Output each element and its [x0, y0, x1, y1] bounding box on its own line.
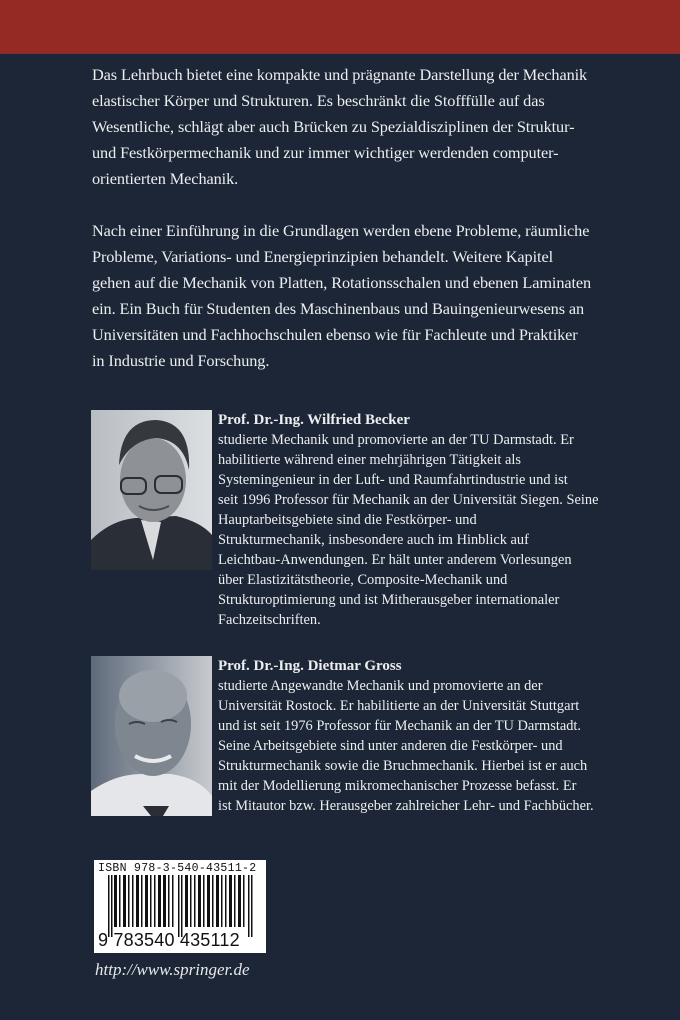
- blurb-line: gehen auf die Mechanik von Platten, Rotationsschalen und ebenen Laminaten: [92, 273, 592, 292]
- ean-digits: 9 783540 435112: [98, 930, 240, 950]
- blurb-line: in Industrie und Forschung.: [92, 351, 270, 370]
- cover-top-band: [0, 0, 680, 54]
- bio-line: Systemingenieur in der Luft- und Raumfahrtindustrie und ist: [218, 472, 568, 488]
- bio-line: Strukturmechanik, insbesondere auch im Hinblick auf: [218, 532, 529, 548]
- barcode-bars-icon: [108, 875, 258, 937]
- blurb-line: ein. Ein Buch für Studenten des Maschinenbaus und Bauingenieurwesens an: [92, 299, 585, 318]
- author-photo-becker: [91, 410, 212, 570]
- bio-line: und ist seit 1976 Professor für Mechanik an der TU Darmstadt.: [218, 718, 582, 734]
- bio-line: mit der Modellierung mikromechanischer Prozesse befasst. Er: [218, 778, 577, 794]
- blurb-line: orientierten Mechanik.: [92, 169, 239, 188]
- blurb-line: Das Lehrbuch bietet eine kompakte und prägnante Darstellung der Mechanik: [92, 65, 588, 84]
- bio-line: Fachzeitschriften.: [218, 612, 321, 628]
- blurb-line: Probleme, Variations- und Energieprinzipien behandelt. Weitere Kapitel: [92, 247, 553, 266]
- author-name: Prof. Dr.-Ing. Dietmar Gross: [218, 658, 402, 674]
- author-bio-gross: [218, 656, 678, 816]
- publisher-url-link[interactable]: http://www.springer.de: [95, 960, 250, 979]
- bio-line: Strukturmechanik sowie die Bruchmechanik. Hierbei ist er auch: [218, 758, 588, 774]
- bio-line: ist Mitautor bzw. Herausgeber zahlreicher Lehr- und Fachbücher.: [218, 798, 594, 814]
- blurb-line: Universitäten und Fachhochschulen ebenso wie für Fachleute und Praktiker: [92, 325, 578, 344]
- author-name: Prof. Dr.-Ing. Wilfried Becker: [218, 412, 410, 428]
- bio-line: über Elastizitätstheorie, Composite-Mechanik und: [218, 572, 508, 588]
- isbn-label: ISBN 978-3-540-43511-2: [98, 862, 257, 875]
- blurb-paragraph-1: [92, 62, 652, 192]
- isbn-barcode: [94, 860, 266, 953]
- bio-line: habilitierte während einer mehrjährigen Tätigkeit als: [218, 452, 522, 468]
- bio-line: Hauptarbeitsgebiete sind die Festkörper- und: [218, 512, 477, 528]
- author-photo-gross: [91, 656, 212, 816]
- blurb-line: Nach einer Einführung in die Grundlagen werden ebene Probleme, räumliche: [92, 221, 590, 240]
- blurb-line: elastischer Körper und Strukturen. Es beschränkt die Stofffülle auf das: [92, 91, 545, 110]
- bio-line: Universität Rostock. Er habilitierte an der Universität Stuttgart: [218, 698, 580, 714]
- blurb-line: Wesentliche, schlägt aber auch Brücken zu Spezialdisziplinen der Struktur-: [92, 117, 575, 136]
- bio-line: studierte Angewandte Mechanik und promovierte an der: [218, 678, 543, 694]
- blurb-line: und Festkörpermechanik und zur immer wichtiger werdenden computer-: [92, 143, 559, 162]
- blurb-paragraph-2: [92, 218, 652, 374]
- bio-line: Seine Arbeitsgebiete sind unter anderen die Festkörper- und: [218, 738, 563, 754]
- author-bio-becker: [218, 410, 678, 630]
- bio-line: studierte Mechanik und promovierte an der TU Darmstadt. Er: [218, 432, 574, 448]
- bio-line: Strukturoptimierung und ist Mitherausgeber internationaler: [218, 592, 560, 608]
- bio-line: Leichtbau-Anwendungen. Er hält unter anderem Vorlesungen: [218, 552, 572, 568]
- bio-line: seit 1996 Professor für Mechanik an der Universität Siegen. Seine: [218, 492, 599, 508]
